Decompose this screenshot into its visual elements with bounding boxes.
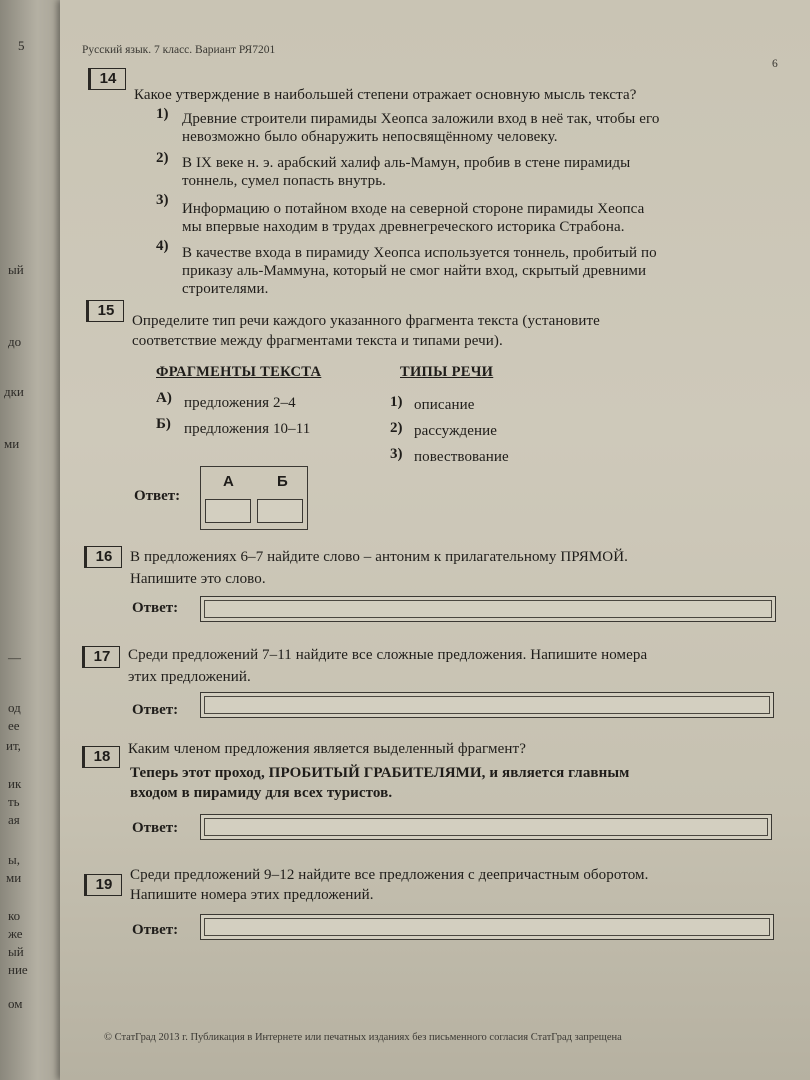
fragment-text: предложения 10–11: [184, 421, 311, 437]
option-number: 4): [156, 238, 169, 254]
question-text: соответствие между фрагментами текста и типами речи).: [132, 333, 503, 349]
answer-table: [200, 466, 308, 530]
sentence-line: входом в пирамиду для всех туристов.: [130, 785, 393, 801]
question-number: 19: [84, 874, 122, 896]
question-text: Напишите это слово.: [130, 571, 266, 587]
question-text: Напишите номера этих предложений.: [130, 887, 374, 903]
option-line: В качестве входа в пирамиду Хеопса используется тоннель, пробитый по: [182, 245, 657, 261]
worksheet-page: [60, 0, 810, 1080]
option-line: Древние строители пирамиды Хеопса заложили вход в неё так, чтобы его: [182, 111, 660, 127]
adjacent-fragment: ми: [6, 870, 22, 885]
adjacent-fragment: ый: [8, 944, 24, 959]
adjacent-fragment: од: [8, 700, 21, 715]
answer-label: Ответ:: [132, 600, 179, 616]
sentence-line: Теперь этот проход, ПРОБИТЫЙ ГРАБИТЕЛЯМИ, и является главным: [130, 765, 630, 781]
question-text: Среди предложений 9–12 найдите все предложения с деепричастным оборотом.: [130, 867, 649, 883]
adjacent-fragment: дки: [4, 384, 24, 399]
answer-label: Ответ:: [132, 702, 179, 718]
adjacent-fragment: ы,: [8, 852, 20, 867]
type-text: повествование: [414, 449, 509, 465]
adjacent-fragment: ее: [8, 718, 20, 733]
adjacent-fragment: ит,: [6, 738, 21, 753]
adjacent-fragment: ние: [8, 962, 28, 977]
adjacent-fragment: же: [8, 926, 23, 941]
page-header: Русский язык. 7 класс. Вариант РЯ7201: [82, 44, 276, 56]
question-number: 17: [82, 646, 120, 668]
option-line: мы впервые находим в трудах древнегреческого историка Страбона.: [182, 219, 625, 235]
question-text: В предложениях 6–7 найдите слово – антоним к прилагательному ПРЯМОЙ.: [130, 549, 629, 565]
option-line: невозможно было обнаружить непосвящённому человеку.: [182, 129, 558, 145]
question-number: 14: [88, 68, 126, 90]
option-line: тоннель, сумел попасть внутрь.: [182, 173, 386, 189]
question-text: Среди предложений 7–11 найдите все сложные предложения. Напишите номера: [128, 647, 648, 663]
page-number: 6: [772, 58, 778, 70]
option-number: 2): [156, 150, 169, 166]
adjacent-page: [0, 0, 62, 1080]
adjacent-fragment: ть: [8, 794, 20, 809]
option-line: Информацию о потайном входе на северной стороне пирамиды Хеопса: [182, 201, 645, 217]
option-line: строителями.: [182, 281, 269, 297]
type-text: рассуждение: [414, 423, 498, 439]
answer-column-a: А: [223, 473, 234, 490]
type-number: 1): [390, 394, 403, 410]
answer-label: Ответ:: [132, 820, 179, 836]
copyright-footer: © СтатГрад 2013 г. Публикация в Интернете или печатных изданиях без письменного согласия СтатГрад запрещена: [104, 1032, 622, 1043]
answer-cell-a[interactable]: [205, 499, 251, 523]
type-number: 2): [390, 420, 403, 436]
adjacent-fragment: до: [8, 334, 22, 349]
adjacent-fragment: ом: [8, 996, 23, 1011]
adjacent-fragment: ми: [4, 436, 20, 451]
adjacent-fragment: ый: [8, 262, 24, 277]
question-text: Какое утверждение в наибольшей степени отражает основную мысль текста?: [134, 87, 637, 103]
fragment-letter: А): [156, 390, 172, 406]
question-number: 16: [84, 546, 122, 568]
option-line: В IX веке н. э. арабский халиф аль-Мамун, пробив в стене пирамиды: [182, 155, 631, 171]
option-line: приказу аль-Маммуна, который не смог найти вход, скрытый древними: [182, 263, 647, 279]
answer-field[interactable]: [200, 692, 774, 718]
adjacent-fragment: ко: [8, 908, 21, 923]
adjacent-page-number: 5: [18, 38, 25, 53]
type-number: 3): [390, 446, 403, 462]
question-text: Определите тип речи каждого указанного фрагмента текста (установите: [132, 313, 600, 329]
answer-field[interactable]: [200, 814, 772, 840]
option-number: 1): [156, 106, 169, 122]
fragments-column-title: ФРАГМЕНТЫ ТЕКСТА: [156, 364, 322, 380]
question-number: 15: [86, 300, 124, 322]
adjacent-fragment: ик: [8, 776, 22, 791]
answer-label: Ответ:: [132, 922, 179, 938]
types-column-title: ТИПЫ РЕЧИ: [400, 364, 494, 380]
question-number: 18: [82, 746, 120, 768]
adjacent-fragment: —: [8, 650, 21, 665]
question-text: Каким членом предложения является выделенный фрагмент?: [128, 741, 526, 757]
answer-field[interactable]: [200, 914, 774, 940]
answer-label: Ответ:: [134, 488, 181, 504]
fragment-letter: Б): [156, 416, 171, 432]
option-number: 3): [156, 192, 169, 208]
adjacent-fragment: ая: [8, 812, 20, 827]
question-text: этих предложений.: [128, 669, 251, 685]
answer-field[interactable]: [200, 596, 776, 622]
type-text: описание: [414, 397, 475, 413]
fragment-text: предложения 2–4: [184, 395, 296, 411]
answer-column-b: Б: [277, 473, 288, 490]
answer-cell-b[interactable]: [257, 499, 303, 523]
